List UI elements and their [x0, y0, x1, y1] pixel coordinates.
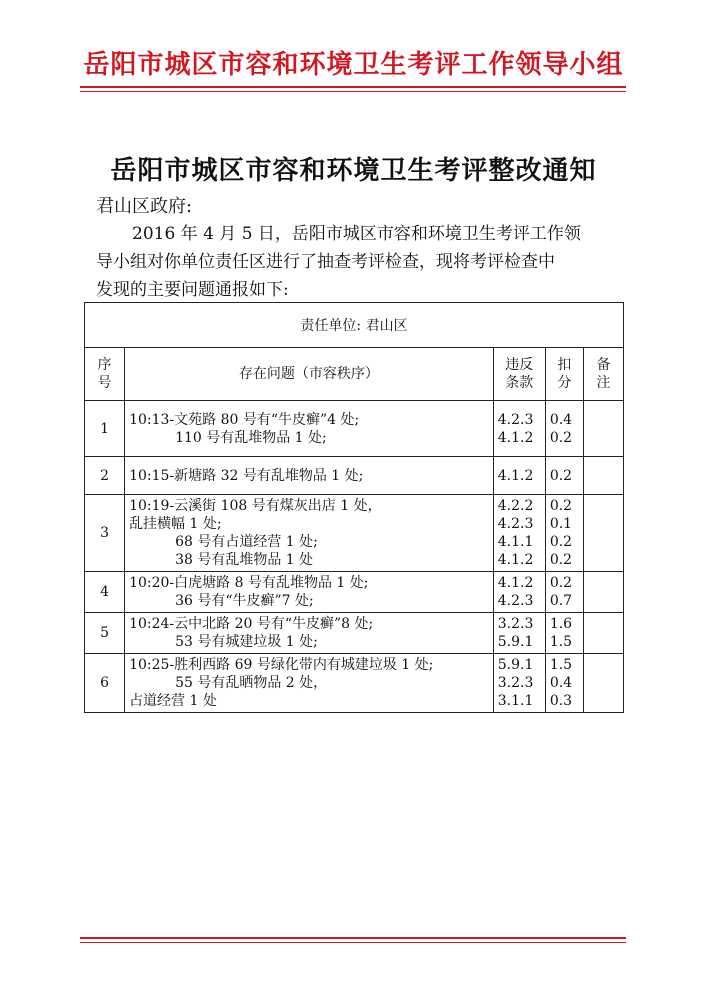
- clause-value: 4.2.2: [497, 498, 534, 514]
- clause-value: 4.2.3: [497, 593, 534, 609]
- issue-line: 110 号有乱堆物品 1 处;: [175, 429, 327, 446]
- points-value: 0.2: [549, 552, 573, 568]
- clause-value: 4.1.2: [497, 467, 534, 484]
- note-cell: [583, 457, 623, 495]
- header-clause-line2: 条款: [505, 375, 534, 391]
- issue-line: 68 号有占道经营 1 处;: [175, 534, 318, 550]
- header-clause: [493, 348, 545, 401]
- responsible-unit: 责任单位: 君山区: [85, 303, 624, 348]
- points-value: 0.3: [549, 693, 573, 709]
- row-number: 1: [85, 401, 125, 457]
- header-rule-thin: [80, 91, 626, 92]
- points-value: 0.2: [549, 498, 573, 514]
- row-number: 6: [85, 654, 125, 713]
- note-cell: [583, 613, 623, 654]
- table-row: [85, 654, 624, 713]
- points-value: 0.2: [549, 429, 573, 446]
- points-value: 0.2: [549, 467, 573, 484]
- deducted-points: [545, 457, 583, 495]
- clause-value: 3.1.1: [497, 693, 534, 709]
- clause-value: 4.1.2: [497, 575, 534, 591]
- table-row: [85, 495, 624, 572]
- header-points-line2: 分: [557, 375, 572, 391]
- points-value: 0.4: [549, 675, 573, 691]
- intro-line: 2016 年 4 月 5 日，岳阳市城区市容和环境卫生考评工作领: [132, 224, 581, 244]
- points-value: 0.4: [549, 411, 573, 428]
- issues-table: [84, 302, 624, 713]
- violated-clauses: [493, 572, 545, 613]
- header-no: [85, 348, 125, 401]
- clause-value: 4.1.1: [497, 534, 534, 550]
- issue-line: 10:13-文苑路 80 号有“牛皮癣”4 处;: [129, 411, 360, 428]
- clause-value: 3.2.3: [497, 616, 534, 632]
- header-rule-thick: [80, 86, 626, 88]
- note-cell: [583, 654, 623, 713]
- header-points-line1: 扣: [557, 357, 572, 373]
- intro-paragraph: [96, 220, 636, 304]
- notice-title: 岳阳市城区市容和环境卫生考评整改通知: [110, 156, 597, 186]
- issue-line: 10:24-云中北路 20 号有“牛皮癣”8 处;: [129, 616, 374, 632]
- issue-line: 36 号有“牛皮癣”7 处;: [175, 593, 314, 609]
- note-cell: [583, 495, 623, 572]
- row-number: 5: [85, 613, 125, 654]
- points-value: 0.2: [549, 575, 573, 591]
- violated-clauses: [493, 613, 545, 654]
- issue-description: [125, 401, 494, 457]
- clause-value: 4.2.3: [497, 411, 534, 428]
- table-row: [85, 613, 624, 654]
- clause-value: 4.1.2: [497, 429, 534, 446]
- issue-line: 占道经营 1 处: [129, 693, 217, 709]
- header-no-line1: 序: [97, 357, 112, 373]
- note-cell: [583, 572, 623, 613]
- clause-value: 4.1.2: [497, 552, 534, 568]
- points-value: 0.2: [549, 534, 573, 550]
- clause-value: 5.9.1: [497, 634, 534, 650]
- header-no-line2: 号: [97, 375, 112, 391]
- table-row: [85, 572, 624, 613]
- row-number: 3: [85, 495, 125, 572]
- violated-clauses: [493, 401, 545, 457]
- issue-line: 53 号有城建垃圾 1 处;: [175, 634, 318, 650]
- note-cell: [583, 401, 623, 457]
- header-clause-line1: 违反: [505, 357, 534, 373]
- deducted-points: [545, 495, 583, 572]
- header-issue: 存在问题（市容秩序）: [125, 348, 494, 401]
- deducted-points: [545, 613, 583, 654]
- violated-clauses: [493, 654, 545, 713]
- issue-description: [125, 613, 494, 654]
- deducted-points: [545, 654, 583, 713]
- points-value: 1.5: [549, 634, 573, 650]
- table-header-row: [85, 348, 624, 401]
- issue-line: 38 号有乱堆物品 1 处: [175, 552, 314, 568]
- violated-clauses: [493, 495, 545, 572]
- intro-line: 导小组对你单位责任区进行了抽查考评检查，现将考评检查中: [96, 252, 555, 272]
- issue-line: 10:25-胜利西路 69 号绿化带内有城建垃圾 1 处;: [129, 657, 434, 673]
- issue-description: [125, 495, 494, 572]
- points-value: 0.1: [549, 516, 573, 532]
- intro-line: 发现的主要问题通报如下:: [96, 280, 289, 300]
- clause-value: 3.2.3: [497, 675, 534, 691]
- issue-line: 10:20-白虎塘路 8 号有乱堆物品 1 处;: [129, 575, 369, 591]
- header-note: [583, 348, 623, 401]
- org-header-title: 岳阳市城区市容和环境卫生考评工作领导小组: [83, 50, 624, 80]
- points-value: 0.7: [549, 593, 573, 609]
- clause-value: 5.9.1: [497, 657, 534, 673]
- row-number: 4: [85, 572, 125, 613]
- issue-description: [125, 654, 494, 713]
- addressee: 君山区政府:: [96, 196, 193, 217]
- header-note-line2: 注: [596, 375, 611, 391]
- deducted-points: [545, 401, 583, 457]
- row-number: 2: [85, 457, 125, 495]
- footer-rule-thick: [80, 937, 626, 939]
- footer-rule-thin: [80, 942, 626, 943]
- violated-clauses: [493, 457, 545, 495]
- issue-line: 乱挂横幅 1 处;: [129, 516, 222, 532]
- points-value: 1.6: [549, 616, 573, 632]
- table-row: [85, 401, 624, 457]
- table-row: [85, 457, 624, 495]
- header-points: [545, 348, 583, 401]
- clause-value: 4.2.3: [497, 516, 534, 532]
- issue-line: 10:15-新塘路 32 号有乱堆物品 1 处;: [129, 467, 364, 484]
- issue-description: [125, 572, 494, 613]
- points-value: 1.5: [549, 657, 573, 673]
- header-note-line1: 备: [596, 357, 611, 373]
- deducted-points: [545, 572, 583, 613]
- responsible-unit-row: [85, 303, 624, 348]
- issue-line: 55 号有乱晒物品 2 处，: [175, 675, 328, 691]
- issue-description: [125, 457, 494, 495]
- issue-line: 10:19-云溪街 108 号有煤灰出店 1 处，: [129, 498, 382, 514]
